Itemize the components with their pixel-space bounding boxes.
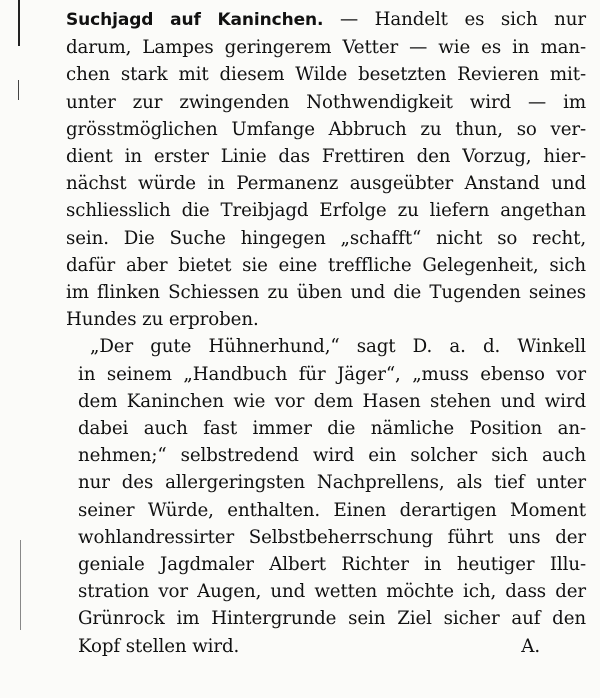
text-run: — Handelt es sich nur	[323, 9, 586, 30]
text-line: nächst würde in Permanenz ausgeübter Anstand und	[66, 173, 586, 195]
text-line: chen stark mit diesem Wilde besetzten Revieren mit-	[66, 64, 586, 86]
text-line: seiner Würde, enthalten. Einen derartigen Moment	[78, 499, 586, 521]
text-line	[66, 6, 586, 34]
author-signature: A.	[521, 635, 540, 657]
left-column-rule-fragment	[18, 80, 19, 100]
text-line: dafür aber bietet sie eine treffliche Gelegenheit, sich	[66, 254, 586, 276]
text-line: Kopf stellen wird.	[78, 635, 240, 657]
paragraph-1	[66, 6, 586, 333]
text-line: geniale Jagdmaler Albert Richter in heutiger Illu-	[78, 554, 586, 576]
text-line: Hundes zu erproben.	[66, 309, 259, 331]
left-margin-mark	[20, 540, 21, 630]
article-column	[66, 6, 586, 660]
text-line: stration vor Augen, und wetten möchte ich, dass der	[78, 581, 586, 603]
text-line: nehmen;“ selbstredend wird ein solcher sich auch	[78, 445, 586, 467]
text-line: unter zur zwingenden Nothwendigkeit wird — im	[66, 91, 586, 113]
text-line: dem Kaninchen wie vor dem Hasen stehen und wird	[78, 390, 586, 412]
article-heading: Suchjagd auf Kaninchen.	[66, 10, 324, 30]
text-line: Grünrock im Hintergrunde sein Ziel sicher auf den	[78, 608, 586, 630]
text-line: nur des allergeringsten Nachprellens, als tief unter	[78, 472, 586, 494]
text-line: darum, Lampes geringerem Vetter — wie es in man-	[66, 37, 586, 59]
paragraph-2	[66, 333, 586, 659]
text-line: dient in erster Linie das Frettiren den Vorzug, hier-	[66, 146, 586, 168]
text-line: schliesslich die Treibjagd Erfolge zu liefern angethan	[66, 200, 586, 222]
text-line: in seinem „Handbuch für Jäger“, „muss ebenso vor	[78, 363, 586, 385]
left-column-rule	[18, 0, 20, 46]
text-line: „Der gute Hühnerhund,“ sagt D. a. d. Winkell	[90, 336, 586, 358]
text-line: wohlandressirter Selbstbeherrschung führt uns der	[78, 526, 586, 548]
text-line: im flinken Schiessen zu üben und die Tugenden seines	[66, 282, 586, 304]
text-line: sein. Die Suche hingegen „schafft“ nicht so recht,	[66, 227, 586, 249]
final-line-with-signature	[66, 633, 586, 660]
text-line: dabei auch fast immer die nämliche Position an-	[78, 418, 586, 440]
text-line: grösstmöglichen Umfange Abbruch zu thun, so ver-	[66, 118, 586, 140]
